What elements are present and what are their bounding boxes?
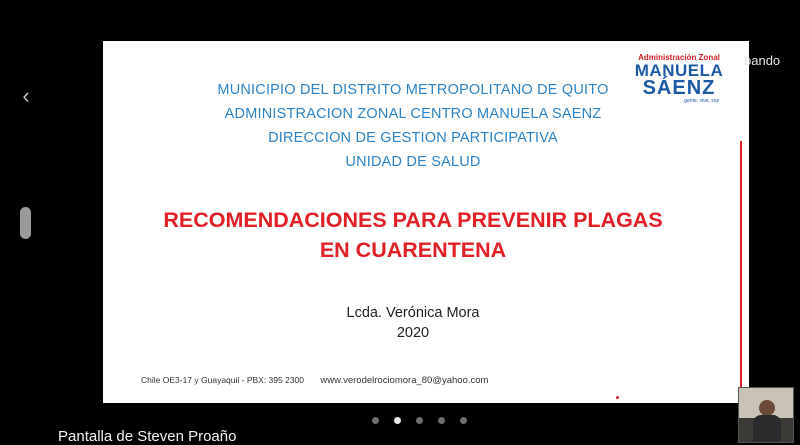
- page-dot[interactable]: [438, 417, 445, 424]
- author-block: [103, 303, 723, 343]
- page-dot[interactable]: [372, 417, 379, 424]
- decorative-red-dot: [616, 396, 619, 399]
- author-name: Lcda. Verónica Mora: [346, 305, 480, 321]
- logo-line-2: MANUELA: [634, 61, 724, 80]
- slide-title-line-2: EN CUARENTENA: [319, 238, 507, 262]
- back-chevron-icon[interactable]: ‹: [22, 83, 30, 108]
- participant-head: [759, 400, 775, 416]
- page-dot[interactable]: [460, 417, 467, 424]
- page-dot[interactable]: [416, 417, 423, 424]
- footer-address: Chile OE3-17 y Guayaquil - PBX: 395 2300: [141, 375, 305, 385]
- presenter-label: Pantalla de Steven Proaño: [58, 428, 237, 445]
- shared-slide: [103, 41, 749, 403]
- author-year: 2020: [396, 325, 430, 341]
- org-line-3: DIRECCION DE GESTION PARTICIPATIVA: [268, 130, 558, 146]
- scroll-handle[interactable]: [20, 207, 31, 239]
- logo-line-3: SÁENZ: [642, 77, 716, 99]
- org-line-4: UNIDAD DE SALUD: [345, 154, 481, 170]
- org-line-2: ADMINISTRACION ZONAL CENTRO MANUELA SAENZ: [224, 106, 602, 122]
- page-indicator: [372, 417, 467, 424]
- decorative-red-line: [740, 141, 742, 399]
- participant-body: [753, 415, 781, 443]
- slide-title-line-1: RECOMENDACIONES PARA PREVENIR PLAGAS: [163, 208, 663, 232]
- page-dot[interactable]: [394, 417, 401, 424]
- org-line-1: MUNICIPIO DEL DISTRITO METROPOLITANO DE QUITO: [217, 82, 609, 98]
- slide-title: [103, 205, 723, 265]
- manuela-saenz-logo: [633, 53, 725, 109]
- logo-tagline: gente, vive, soy: [684, 98, 719, 104]
- recording-label: bando: [744, 53, 781, 68]
- left-rail: [0, 0, 52, 445]
- logo-line-1: Administración Zonal: [638, 53, 720, 62]
- participant-video-thumbnail[interactable]: [738, 387, 794, 443]
- footer-email: www.verodelrociomora_80@yahoo.com: [320, 375, 489, 386]
- slide-footer: [141, 375, 488, 386]
